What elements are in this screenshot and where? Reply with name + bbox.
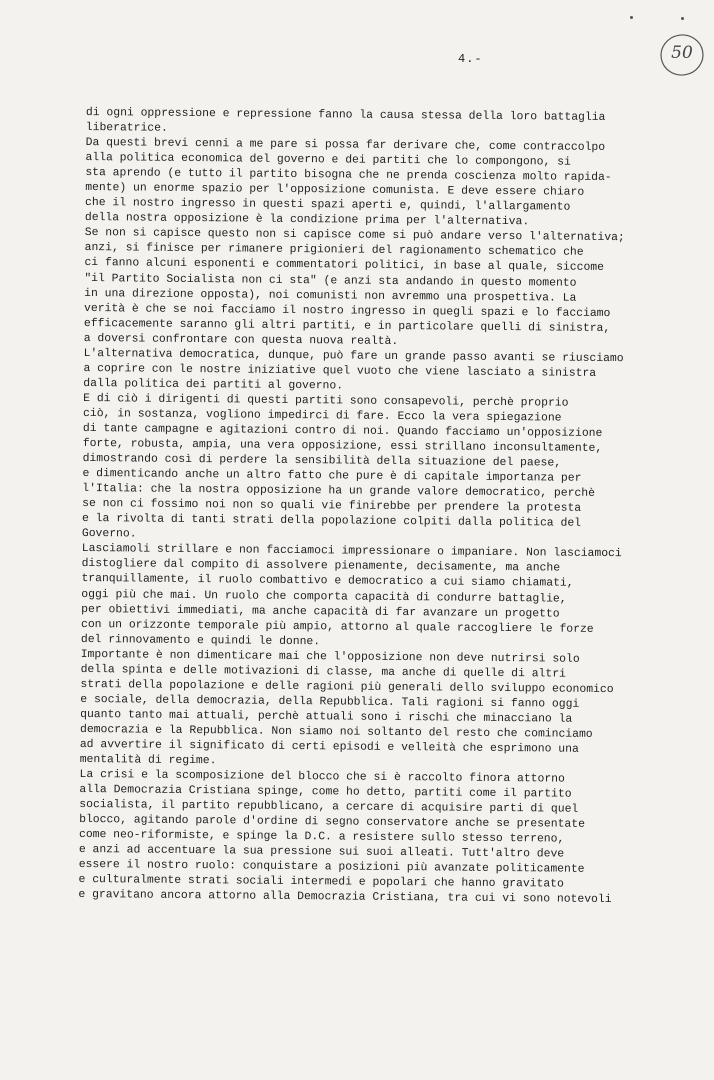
- text-line: per obiettivi immediati, ma anche capacità di far avanzare un progetto: [81, 603, 560, 621]
- text-line: anzi, si finisce per rimanere prigionieri del ragionamento schematico che: [84, 242, 584, 260]
- text-line: l'Italia: che la nostra opposizione ha un grande valore democratico, perchè: [82, 483, 596, 501]
- text-line: essere il nostro ruolo: conquistare a posizioni più avanzate politicamente: [78, 859, 585, 877]
- text-line: a coprire con le nostre iniziative quel vuoto che viene lasciato a sinistra: [83, 362, 597, 380]
- text-line: e sociale, della democrazia, della Repubblica. Tali ragioni si fanno oggi: [80, 693, 580, 711]
- text-line: e anzi ad accentuare la sua pressione sui suoi alleati. Tutt'altro deve: [78, 844, 565, 861]
- text-line: liberatrice.: [85, 122, 168, 135]
- text-line: con un orizzonte temporale più ampio, attorno al quale raccogliere le forze: [80, 618, 594, 636]
- text-line: "il Partito Socialista non ci sta" (e anzi sta andando in questo momento: [84, 272, 577, 290]
- text-line: L'alternativa democratica, dunque, può fare un grande passo avanti se riusciamo: [83, 347, 624, 365]
- text-line: Importante è non dimenticare mai che l'opposizione non deve nutrirsi solo: [80, 648, 580, 666]
- text-line: democrazia e la Repubblica. Non siamo noi soltanto del resto che cominciamo: [79, 723, 593, 741]
- text-line: in una direzione opposta), noi comunisti non avremmo una prospettiva. La: [84, 287, 577, 305]
- text-line: verità è che se noi facciamo il nostro ingresso in quegli spazi e lo facciamo: [83, 302, 611, 320]
- text-line: mentalità di regime.: [79, 753, 217, 768]
- text-line: ci fanno alcuni esponenti e commentatori politici, in base al quale, siccome: [84, 257, 605, 275]
- text-line: di ogni oppressione e repressione fanno la causa stessa della loro battaglia: [85, 106, 606, 124]
- text-line: socialista, il partito repubblicano, a cercare di acquisire parti di quel: [79, 799, 579, 816]
- text-line: e la rivolta di tanti strati della popolazione colpiti dalla politica del: [81, 513, 582, 531]
- text-line: del rinnovamento e quindi le donne.: [80, 633, 321, 648]
- text-line: forte, robusta, ampia, una vera opposizione, essi strillano inconsultamente,: [82, 438, 603, 456]
- text-line: strati della popolazione e delle ragioni più generali dello sviluppo economico: [80, 678, 614, 696]
- text-line: a doversi confrontare con questa nuova realtà.: [83, 332, 399, 348]
- text-line: E di ciò i dirigenti di questi partiti sono consapevoli, perchè proprio: [83, 392, 569, 410]
- text-line: Lasciamoli strillare e non facciamoci impressionare o impaniare. Non lasciamoci: [81, 543, 622, 561]
- body-text: [78, 106, 626, 909]
- page-number: 4.-: [458, 52, 483, 66]
- text-line: e gravitano ancora attorno alla Democrazia Cristiana, tra cui vi sono notevoli: [78, 889, 612, 907]
- text-line: mente) un enorme spazio per l'opposizione comunista. E deve essere chiaro: [85, 182, 585, 200]
- text-line: di tante campagne e agitazioni contro di noi. Quando facciamo un'opposizione: [82, 422, 603, 440]
- text-line: alla politica economica del governo e dei partiti che lo compongono, si: [85, 152, 571, 169]
- folio-number: 50: [671, 43, 693, 63]
- text-line: distogliere dal compito di assolvere pienamente, decisamente, ma anche: [81, 558, 561, 575]
- text-line: quanto tanto mai attuali, perchè attuali sono i rischi che minacciano la: [80, 708, 573, 726]
- text-line: che il nostro ingresso in questi spazi aperti e, quindi, l'allargamento: [85, 197, 571, 214]
- text-line: se non ci fossimo noi non so quali vie finirebbe per prendere la protesta: [82, 498, 582, 515]
- text-line: e dimenticando anche un altro fatto che pure è di capitale importanza per: [82, 468, 582, 485]
- text-line: Se non si capisce questo non si capisce come si può andare verso l'alternativa;: [84, 227, 625, 245]
- text-line: della nostra opposizione è la condizione prima per l'alternativa.: [84, 212, 530, 229]
- text-line: e culturalmente strati sociali intermedi e popolari che hanno gravitato: [78, 874, 564, 892]
- folio-stamp: [657, 30, 707, 80]
- text-line: della spinta e delle motivazioni di classe, ma anche di quelle di altri: [80, 663, 566, 681]
- text-line: Da questi brevi cenni a me pare si possa far derivare che, come contraccolpo: [85, 137, 606, 155]
- text-line: dimostrando così di perdere la sensibilità della situazione del paese,: [82, 453, 562, 470]
- text-line: blocco, agitando parole d'ordine di segno conservatore anche se presentate: [79, 814, 586, 832]
- text-line: sta aprendo (e tutto il partito bisogna che ne prenda coscienza molto rapida-: [85, 167, 612, 185]
- text-line: efficacemente saranno gli altri partiti, e in particolare quelli di sinistra,: [83, 317, 611, 335]
- text-line: ciò, in sostanza, vogliono impedirci di fare. Ecco la vera spiegazione: [82, 407, 562, 425]
- text-line: tranquillamente, il ruolo combattivo e democratico a cui siamo chiamati,: [81, 573, 574, 591]
- text-line: ad avvertire il significato di certi episodi e velleità che esprimono una: [79, 738, 579, 756]
- text-line: La crisi e la scomposizione del blocco che si è raccolto finora attorno: [79, 769, 565, 786]
- text-line: Governo.: [81, 528, 137, 541]
- text-line: come neo-riformiste, e spinge la D.C. a resistere sullo stesso terreno,: [78, 829, 565, 846]
- text-line: alla Democrazia Cristiana spinge, come ho detto, partiti come il partito: [79, 784, 572, 801]
- text-line: dalla politica dei partiti al governo.: [83, 377, 344, 393]
- text-line: oggi più che mai. Un ruolo che comporta capacità di condurre battaglie,: [81, 588, 567, 606]
- ink-speck: [630, 16, 633, 19]
- ink-speck: [681, 17, 684, 20]
